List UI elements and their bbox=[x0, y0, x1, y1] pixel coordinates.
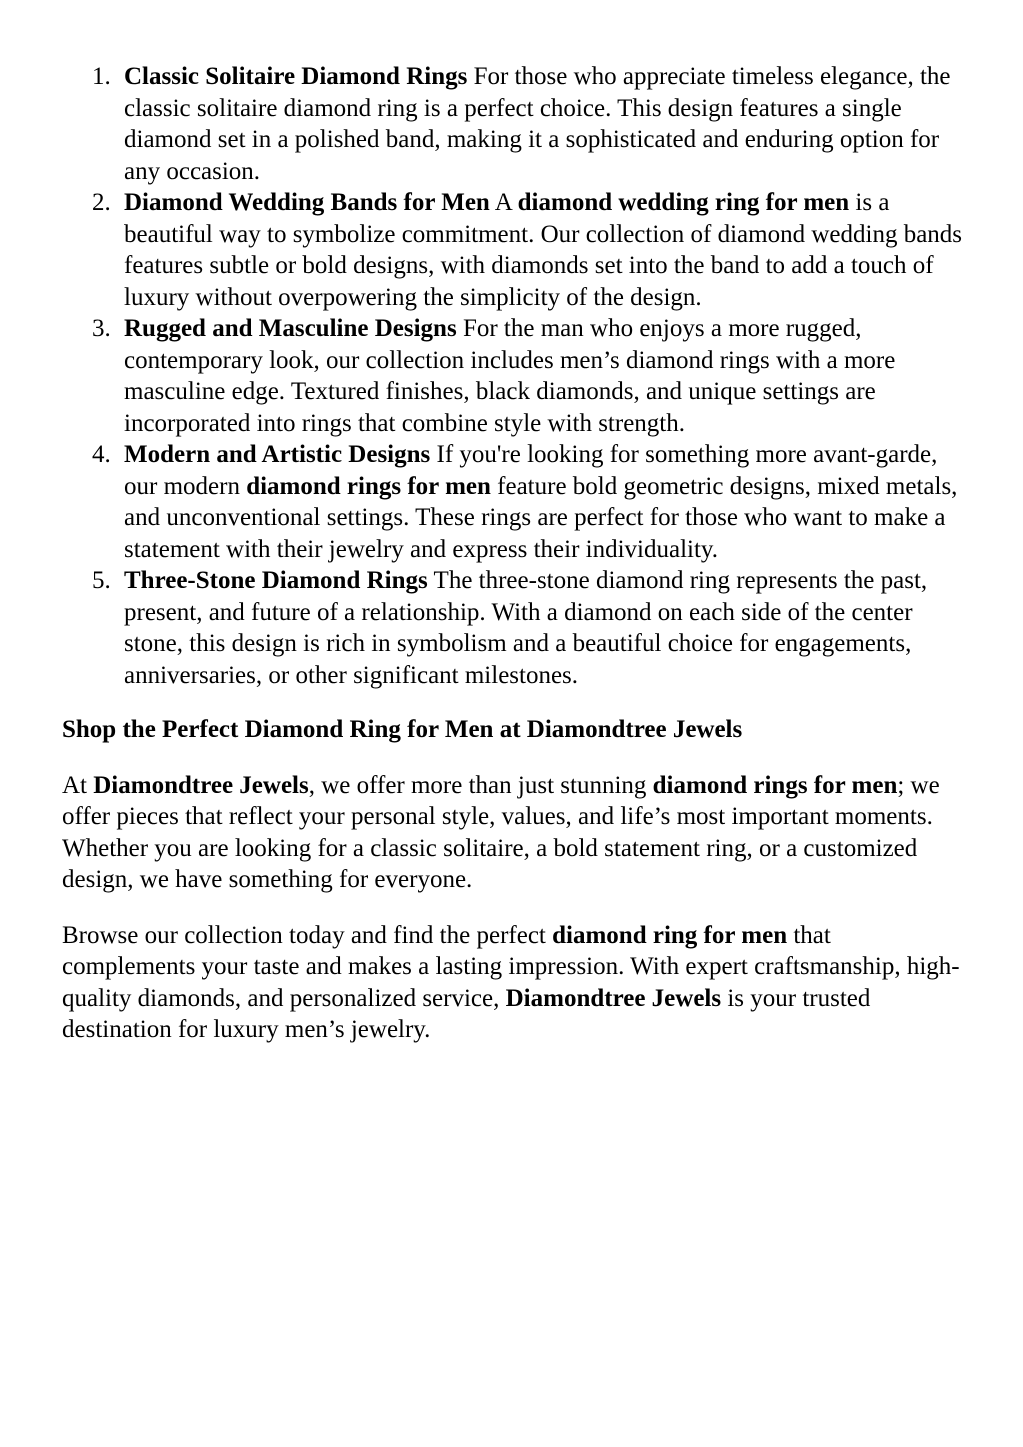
section-heading: Shop the Perfect Diamond Ring for Men at Diamondtree Jewels bbox=[62, 716, 743, 743]
list-item bbox=[62, 565, 962, 691]
paragraph-text: At bbox=[62, 771, 94, 799]
ring-styles-list bbox=[62, 61, 962, 691]
list-number: 2. bbox=[92, 189, 111, 216]
list-number: 5. bbox=[92, 567, 111, 594]
paragraph-text: is your trusted destination for luxury men’s jewelry. bbox=[62, 984, 871, 1043]
list-item bbox=[62, 439, 962, 565]
list-number: 3. bbox=[92, 315, 111, 342]
list-item-title: Diamond Wedding Bands for Men bbox=[124, 189, 490, 216]
list-item-text: is a beautiful way to symbolize commitment. Our collection of diamond wedding bands features subtle or bold designs, with diamonds set into the band to add a touch of luxury without overpowering the simplicity of the design. bbox=[124, 189, 963, 311]
list-number: 4. bbox=[92, 441, 111, 468]
list-item-title: Rugged and Masculine Designs bbox=[124, 315, 457, 342]
list-item-text: For the man who enjoys a more rugged, contemporary look, our collection includes men’s diamond rings with a more masculine edge. Textured finishes, black diamonds, and unique settings are incorporated into rings that combine style with strength. bbox=[124, 315, 896, 437]
list-item-text: The three-stone diamond ring represents the past, present, and future of a relationship. With a diamond on each side of the center stone, this design is rich in symbolism and a beautiful choice for engagements, anniversaries, or other significant milestones. bbox=[124, 567, 928, 689]
list-item-title: Three-Stone Diamond Rings bbox=[124, 567, 428, 594]
intro-paragraph bbox=[62, 770, 962, 896]
list-item-text: For those who appreciate timeless elegance, the classic solitaire diamond ring is a perfect choice. This design features a single diamond set in a polished band, making it a sophisticated and enduring option for any occasion. bbox=[124, 63, 951, 185]
list-item-text: A bbox=[489, 189, 518, 216]
keyword-bold: diamond rings for men bbox=[652, 771, 898, 799]
document-page bbox=[62, 61, 962, 1046]
closing-paragraph bbox=[62, 920, 962, 1046]
paragraph-text: Browse our collection today and find the perfect bbox=[62, 921, 553, 949]
list-item-title: Classic Solitaire Diamond Rings bbox=[124, 63, 468, 90]
list-item-title: Modern and Artistic Designs bbox=[124, 441, 431, 468]
paragraph-text: that complements your taste and makes a lasting impression. With expert craftsmanship, high-quality diamonds, and personalized service, bbox=[62, 921, 960, 1012]
brand-name-bold: Diamondtree Jewels bbox=[505, 984, 722, 1012]
list-item-text: If you're looking for something more avant-garde, our modern bbox=[124, 441, 938, 500]
paragraph-text: , we offer more than just stunning bbox=[308, 771, 653, 799]
list-item bbox=[62, 313, 962, 439]
list-number: 1. bbox=[92, 63, 111, 90]
brand-name-bold: Diamondtree Jewels bbox=[93, 771, 309, 799]
paragraph-text: ; we offer pieces that reflect your personal style, values, and life’s most important moments. Whether you are looking for a classic solitaire, a bold statement ring, or a customized design, we have something for everyone. bbox=[62, 771, 940, 893]
keyword-bold: diamond rings for men bbox=[246, 472, 491, 500]
list-item bbox=[62, 187, 962, 313]
list-item-text: feature bold geometric designs, mixed metals, and unconventional settings. These rings are perfect for those who want to make a statement with their jewelry and express their individuality. bbox=[124, 472, 958, 563]
keyword-bold: diamond ring for men bbox=[552, 921, 788, 949]
keyword-bold: diamond wedding ring for men bbox=[517, 189, 850, 216]
list-item bbox=[62, 61, 962, 187]
